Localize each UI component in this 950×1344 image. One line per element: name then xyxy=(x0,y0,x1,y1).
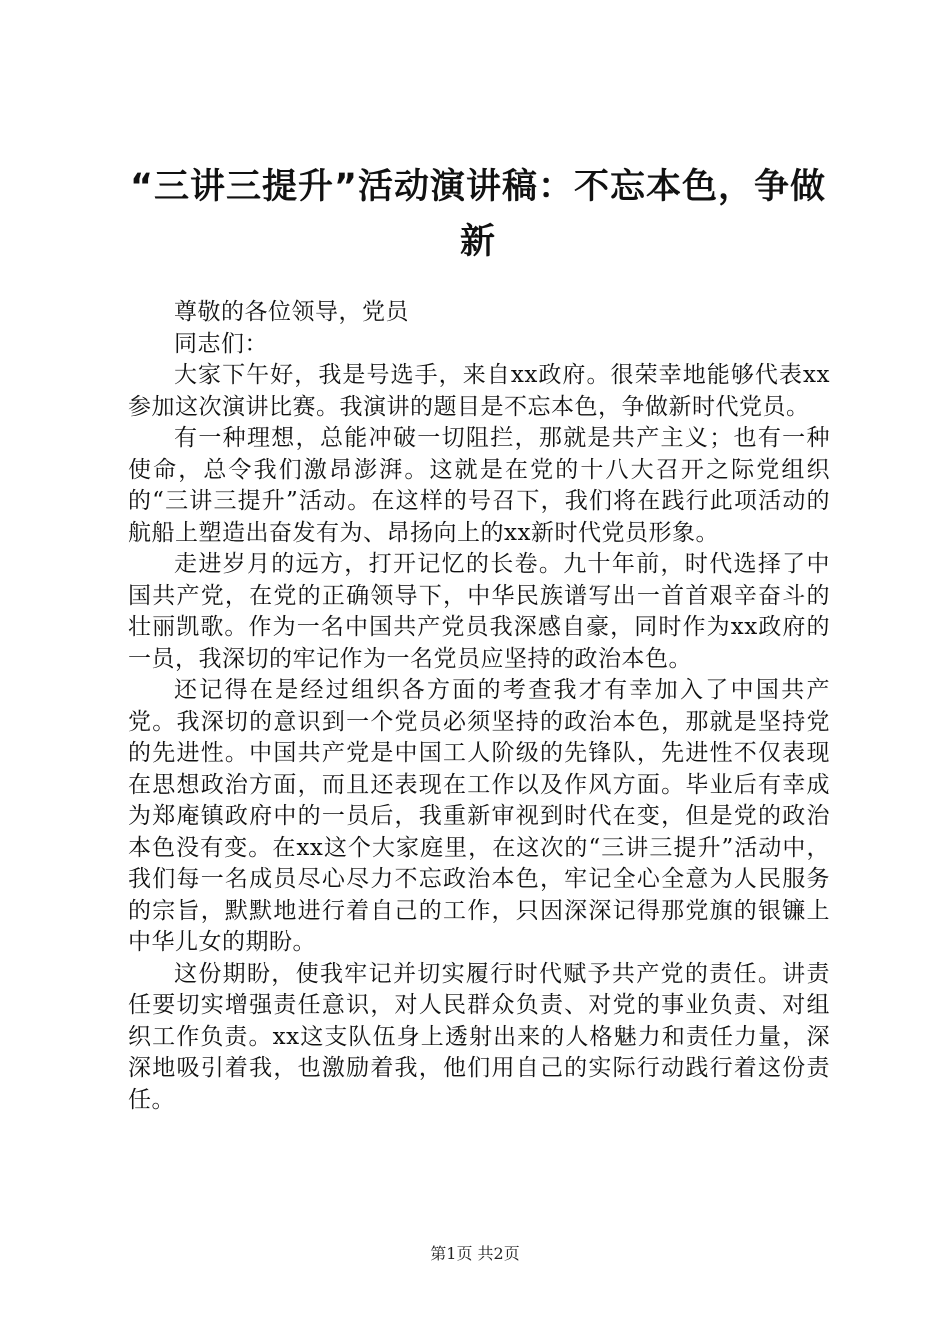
page-number-footer: 第1页 共2页 xyxy=(430,1244,520,1263)
body-paragraph: 大家下午好，我是号选手，来自xx政府。很荣幸地能够代表xx参加这次演讲比赛。我演讲的题目是不忘本色，争做新时代党员。 xyxy=(128,362,830,420)
body-paragraph: 还记得在是经过组织各方面的考查我才有幸加入了中国共产党。我深切的意识到一个党员必须坚持的政治本色，那就是坚持党的先进性。中国共产党是中国工人阶级的先锋队，先进性不仅表现在思想政治方面，而且还表现在工作以及作风方面。毕业后有幸成为郑庵镇政府中的一员后，我重新审视到时代在变，但是党的政治本色没有变。在xx这个大家庭里，在这次的“三讲三提升”活动中，我们每一名成员尽心尽力不忘政治本色，牢记全心全意为人民服务的宗旨，默默地进行着自己的工作，只因深深记得那党旗的银镰上中华儿女的期盼。 xyxy=(128,677,830,955)
body-paragraph: 走进岁月的远方，打开记忆的长卷。九十年前，时代选择了中国共产党，在党的正确领导下，中华民族谱写出一首首艰辛奋斗的壮丽凯歌。作为一名中国共产党员我深感自豪，同时作为xx政府的一员，我深切的牢记作为一名党员应坚持的政治本色。 xyxy=(128,551,830,672)
body-paragraph: 有一种理想，总能冲破一切阻拦，那就是共产主义；也有一种使命，总令我们激昂澎湃。这就是在党的十八大召开之际党组织的“三讲三提升”活动。在这样的号召下，我们将在践行此项活动的航船上塑造出奋发有为、昂扬向上的xx新时代党员形象。 xyxy=(128,425,830,546)
salutation-line: 同志们： xyxy=(174,330,268,357)
document-title: “三讲三提升”活动演讲稿：不忘本色，争做新 xyxy=(129,167,826,262)
body-paragraph: 这份期盼，使我牢记并切实履行时代赋予共产党的责任。讲责任要切实增强责任意识，对人民群众负责、对党的事业负责、对组织工作负责。xx这支队伍身上透射出来的人格魅力和责任力量，深深地吸引着我，也激励着我，他们用自己的实际行动践行着这份责任。 xyxy=(128,960,830,1113)
document-body xyxy=(128,297,830,1116)
salutation-line: 尊敬的各位领导，党员 xyxy=(174,299,409,325)
